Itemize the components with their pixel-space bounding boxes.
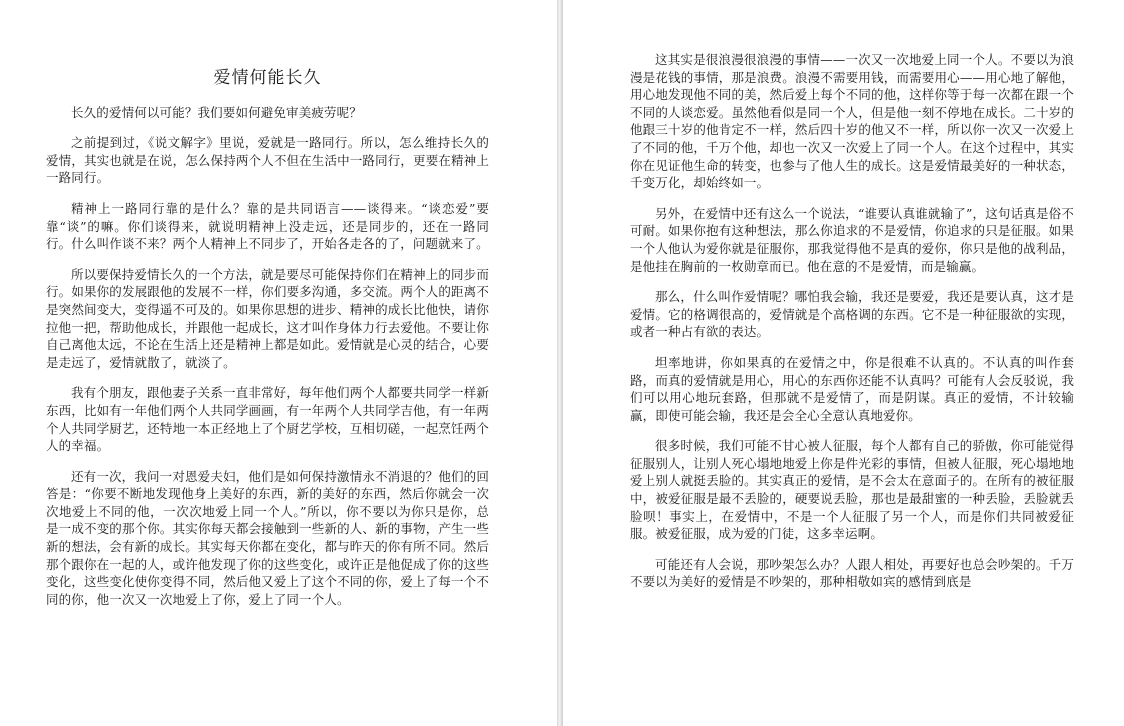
paragraph: 那么，什么叫作爱情呢？哪怕我会输，我还是要爱，我还是要认真，这才是爱情。它的格调很高的，爱情就是个高格调的东西。它不是一种征服欲的实现，或者一种占有欲的表达。 bbox=[630, 289, 1074, 340]
paragraph: 这其实是很浪漫很浪漫的事情——一次又一次地爱上同一个人。不要以为浪漫是花钱的事情，那是浪费。浪漫不需要用钱，而需要用心——用心地了解他，用心地发现他不同的美，然后爱上每个不同的他，这样你等于每一次都在跟一个不同的人谈恋爱。虽然他看似是同一个人，但是他一刻不停地在成长。二十岁的他跟三十岁的他肯定不一样，然后四十岁的他又不一样，所以你一次又一次爱上了不同的他，千万个他，却也一次又一次爱上了同一个人。在这个过程中，其实你在见证他生命的转变，也参与了他人生的成长。这是爱情最美好的一种状态，千变万化，却始终如一。 bbox=[630, 52, 1074, 191]
paragraph: 另外，在爱情中还有这么一个说法，“谁要认真谁就输了”，这句话真是俗不可耐。如果你抱有这种想法，那么你追求的不是爱情，你追求的只是征服。如果一个人他认为爱你就是征服你，那我觉得他不是真的爱你，你只是他的战利品，是他挂在胸前的一枚勋章而已。他在意的不是爱情，而是输赢。 bbox=[630, 205, 1074, 274]
chapter-title: 爱情何能长久 bbox=[213, 68, 322, 88]
paragraph: 之前提到过，《说文解字》里说，爱就是一路同行。所以，怎么维持长久的爱情，其实也就是在说，怎么保持两个人不但在生活中一路同行，更要在精神上一路同行。 bbox=[46, 135, 489, 186]
right-page-content bbox=[630, 51, 1074, 604]
paragraph: 精神上一路同行靠的是什么？靠的是共同语言——谈得来。“谈恋爱”要靠“谈”的嘛。你们谈得来，就说明精神上没走远，还是同步的，还在一路同行。什么叫作谈不来？两个人精神上不同步了，开始各走各的了，问题就来了。 bbox=[46, 200, 489, 252]
paragraph: 可能还有人会说，那吵架怎么办？人跟人相处，再要好也总会吵架的。千万不要以为美好的爱情是不吵架的，那种相敬如宾的感情到底是 bbox=[630, 556, 1074, 590]
paragraph: 还有一次，我问一对恩爱夫妇，他们是如何保持激情永不消退的？他们的回答是：“你要不断地发现他身上美好的东西，新的美好的东西，然后你就会一次次地爱上不同的他，一次次地爱上同一个人。”所以，你不要以为你只是你，总是一成不变的那个你。其实你每天都会接触到一些新的人、新的事物，产生一些新的想法，会有新的成长。其实每天你都在变化，都与昨天的你有所不同。然后那个跟你在一起的人，或许他发现了你的这些变化，或许正是他促成了你的这些变化，这些变化使你变得不同，然后他又爱上了这个不同的你，爱上了每一个不同的你，他一次又一次地爱上了你，爱上了同一个人。 bbox=[46, 468, 489, 607]
paragraph: 坦率地讲，你如果真的在爱情之中，你是很难不认真的。不认真的叫作套路，而真的爱情就是用心，用心的东西你还能不认真吗？可能有人会反驳说，我们可以用心地玩套路，但那就不是爱情了，而是阴谋。真正的爱情，不计较输赢，即使可能会输，我还是会全心全意认真地爱你。 bbox=[630, 354, 1074, 423]
right-page bbox=[563, 0, 1124, 726]
left-page bbox=[0, 0, 557, 726]
paragraph: 我有个朋友，跟他妻子关系一直非常好，每年他们两个人都要共同学一样新东西，比如有一年他们两个人共同学画画，有一年两个人共同学吉他，有一年两个人共同学厨艺，还特地一本正经地上了个厨艺学校，互相切磋，一起烹饪两个人的幸福。 bbox=[46, 385, 489, 454]
paragraph: 所以要保持爱情长久的一个方法，就是要尽可能保持你们在精神上的同步而行。如果你的发展跟他的发展不一样，你们要多沟通，多交流。两个人的距离不是突然间变大，变得遥不可及的。如果你思想的进步、精神的成长比他快，请你拉他一把，帮助他成长，并跟他一起成长，这才叫作身体力行去爱他。不要让你自己离他太远，不论在生活上还是精神上都是如此。爱情就是心灵的结合，心要是走远了，爱情就散了，就淡了。 bbox=[46, 266, 489, 370]
paragraph: 很多时候，我们可能不甘心被人征服，每个人都有自己的骄傲，你可能觉得征服别人，让别人死心塌地地爱上你是件光彩的事情，但被人征服，死心塌地地爱上别人就挺丢脸的。其实真正的爱情，是不会太在意面子的。在所有的被征服中，被爱征服是最不丢脸的，硬要说丢脸，那也是最甜蜜的一种丢脸，丢脸就丢脸呗！事实上，在爱情中，不是一个人征服了另一个人，而是你们共同被爱征服。被爱征服，成为爱的门徒，这多幸运啊。 bbox=[630, 438, 1074, 542]
paragraph: 长久的爱情何以可能？我们要如何避免审美疲劳呢？ bbox=[71, 104, 362, 120]
left-page-content bbox=[46, 66, 489, 621]
